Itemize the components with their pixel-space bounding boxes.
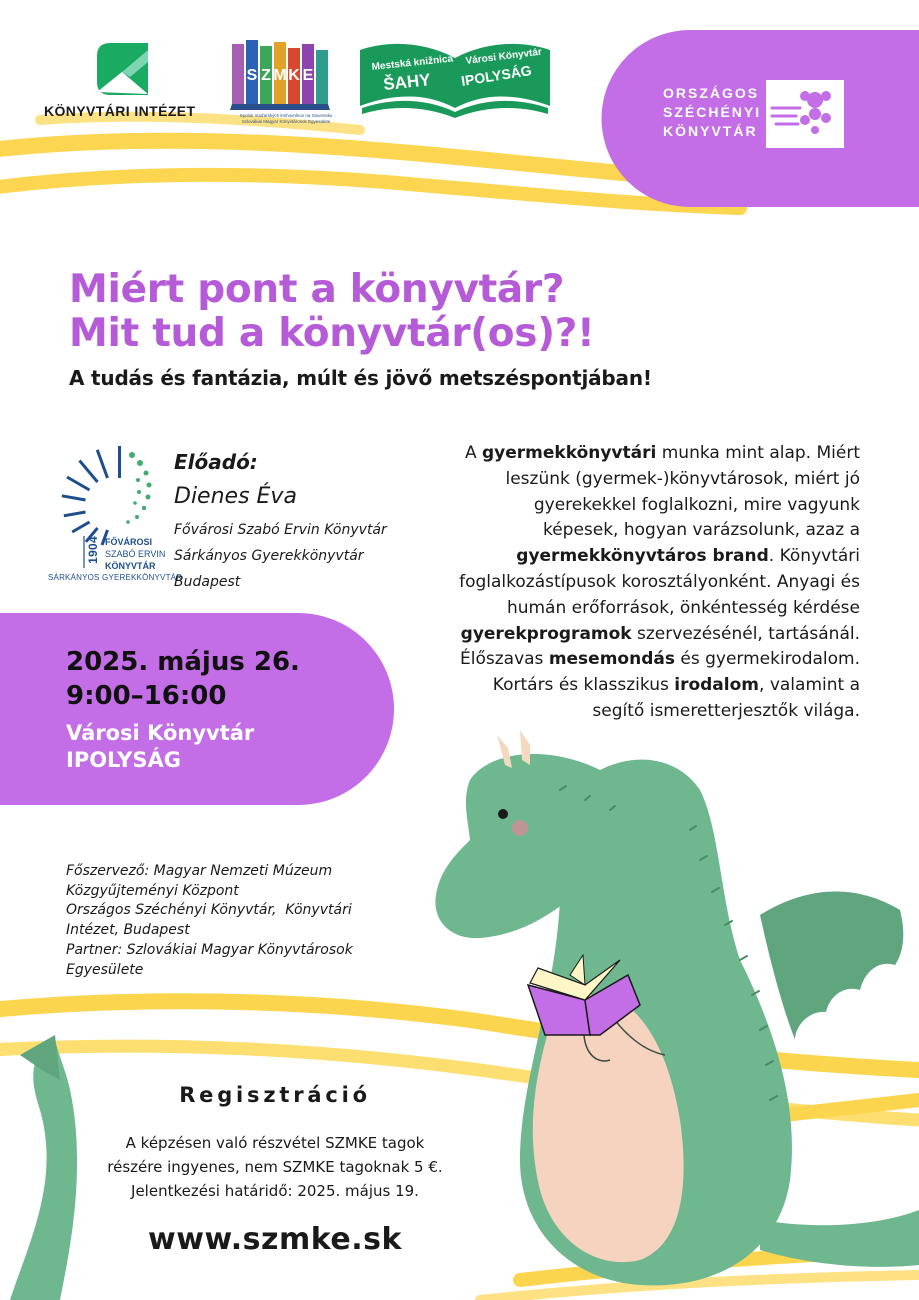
desc-bold: gyermekkönyvtári [482, 443, 657, 463]
page-title [69, 268, 889, 356]
dragon-cheek [512, 820, 528, 836]
dragon-wing [760, 891, 903, 1040]
registration-line1: A képzésen való részvétel SZMKE tagok [125, 1134, 425, 1152]
fszek-line3: KÖNYVTÁR [105, 561, 156, 571]
organizer-line: Közgyűjteményi Központ [66, 882, 239, 899]
sahy-right-line2: IPOLYSÁG [459, 62, 533, 89]
dragon-eye [498, 809, 508, 819]
page-subtitle: A tudás és fantázia, múlt és jövő metszéspontjában! [69, 366, 652, 390]
sahy-left-line1: Mestská knižnica [371, 53, 454, 73]
szmke-subtitle-line2: Szlovákiai Magyar Könyvtárosok Egyesülete [241, 119, 331, 124]
szmke-letter-z: Z [261, 67, 271, 84]
konyvtari-intezet-logo-text: KÖNYVTÁRI INTÉZET [44, 103, 196, 119]
event-date: 2025. május 26. [66, 647, 300, 677]
desc-bold: gyerekprogramok [460, 623, 632, 644]
organizer-line: Partner: Szlovákiai Magyar Könyvtárosok [66, 941, 353, 958]
organizer-line: Egyesülete [66, 961, 144, 978]
sahy-right-line1: Városi Könyvtár [465, 46, 543, 67]
szmke-letter-e: E [302, 67, 314, 84]
oszk-emblem-icon [766, 80, 844, 148]
course-description [455, 441, 860, 725]
fszek-line2: SZABÓ ERVIN [105, 549, 166, 559]
fszek-logo-text [105, 536, 165, 572]
desc-text: . Könyvtári foglalkozástípusok korosztályonként. Anyagi és humán erőforrások, önkéntesség kérdése [459, 546, 860, 618]
registration-title: Regisztráció [179, 1083, 371, 1107]
szmke-letter-s: S [246, 67, 258, 84]
presenter-name: Dienes Éva [174, 484, 297, 509]
organizers [66, 862, 436, 980]
sahy-library-logo [360, 44, 550, 118]
fszek-line1: FŐVÁROSI [105, 537, 153, 547]
szmke-logo-subtitle [226, 113, 346, 125]
oszk-line2: SZÉCHÉNYI [663, 104, 762, 120]
desc-bold: mesemondás [548, 649, 675, 670]
title-line2: Mit tud a könyvtár(os)?! [69, 311, 595, 356]
desc-text: , valamint a segítő ismeretterjesztők világa. [592, 675, 860, 721]
oszk-line1: ORSZÁGOS [663, 85, 760, 101]
presenter-org-line1: Fővárosi Szabó Ervin Könyvtár [174, 522, 387, 538]
konyvtari-intezet-logo-icon [97, 43, 148, 95]
organizer-line: Főszervező: Magyar Nemzeti Múzeum [66, 863, 333, 879]
szmke-letter-k: K [288, 67, 300, 84]
oszk-line3: KÖNYVTÁR [663, 123, 758, 139]
desc-text: szervezésénél, tartásánál. Élőszavas [460, 623, 860, 670]
fszek-year: 1904 [86, 536, 100, 564]
desc-text: munka mint alap. Miért leszünk (gyermek-)könyvtárosok, miért jó gyerekekkel foglalkozni, mire vagyunk képesek, hogyan varázsolunk, azaz a [505, 443, 860, 541]
szmke-letter-m: M [273, 67, 287, 84]
website-link[interactable]: www.szmke.sk [148, 1222, 402, 1257]
venue-line2: IPOLYSÁG [66, 748, 181, 772]
sahy-left-line2: ŠAHY [382, 70, 432, 94]
presenter-org-line3: Budapest [174, 574, 241, 590]
presenter-organization [174, 517, 387, 595]
organizer-line: Országos Széchényi Könyvtár, Könyvtári [66, 902, 352, 919]
organizer-line: Intézet, Budapest [66, 922, 190, 939]
presenter-org-line2: Sárkányos Gyerekkönyvtár [174, 548, 364, 564]
event-datetime [66, 645, 300, 713]
desc-text: és gyermekirodalom. Kortárs és klasszikus [492, 649, 860, 696]
venue-line1: Városi Könyvtár [66, 721, 255, 745]
desc-bold: gyermekkönyvtáros brand [516, 546, 769, 567]
fszek-logo-subtitle: SÁRKÁNYOS GYEREKKÖNYVTÁR [48, 573, 183, 582]
desc-text: A [464, 443, 482, 463]
registration-text [40, 1131, 510, 1203]
title-line1: Miért pont a könyvtár? [69, 267, 565, 312]
szmke-subtitle-line1: Spolok maďarských knihovníkov na Slovensku [239, 113, 333, 118]
event-time: 9:00–16:00 [66, 681, 227, 711]
event-venue [66, 720, 254, 774]
desc-bold: irodalom [674, 675, 760, 696]
presenter-label: Előadó: [174, 450, 258, 474]
szmke-logo-books-icon [230, 40, 330, 110]
registration-line2: részére ingyenes, nem SZMKE tagoknak 5 €. [107, 1158, 443, 1176]
oszk-logo-text [663, 84, 761, 141]
registration-line3: Jelentkezési határidő: 2025. május 19. [131, 1182, 419, 1200]
